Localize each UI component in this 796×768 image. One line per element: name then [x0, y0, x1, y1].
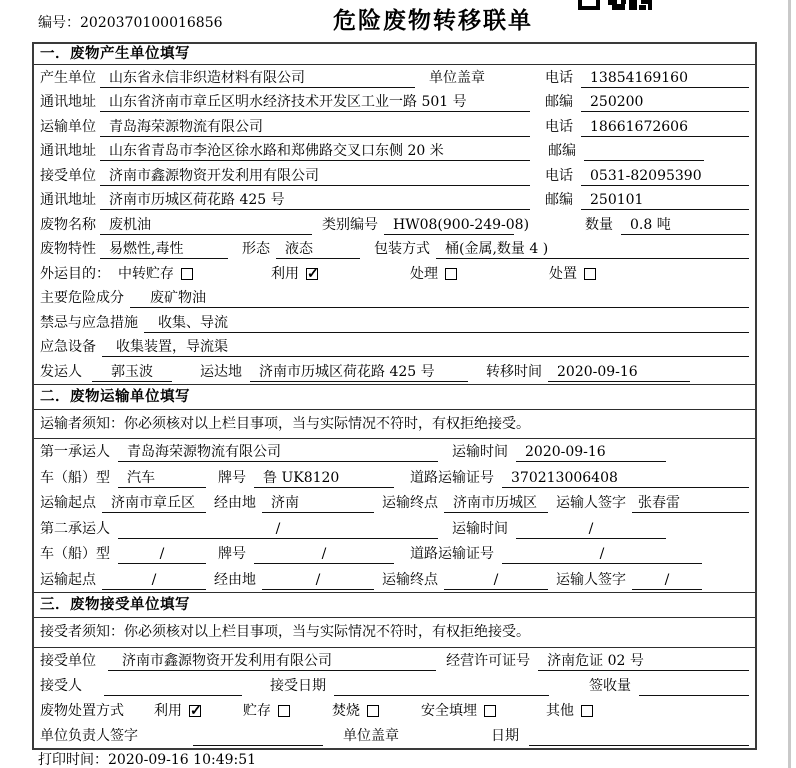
- package-label: 包装方式: [374, 241, 430, 257]
- accept-unit-value: 济南市鑫源物资开发利用有限公司: [108, 651, 436, 671]
- purpose-option: [549, 264, 596, 284]
- permit-label: 经营许可证号: [446, 652, 531, 669]
- row-transporter-address: [34, 139, 755, 164]
- form-label: 形态: [242, 241, 270, 257]
- section2-notice: 运输者须知：你必须核对以上栏目事项，当与实际情况不符时，有权拒绝接受。: [34, 410, 755, 439]
- first-carrier-label: 第一承运人: [40, 444, 110, 460]
- purpose-option: [118, 264, 193, 284]
- row-taboo: [34, 310, 755, 335]
- terminal-value: /: [444, 570, 548, 590]
- unit-seal-label: 单位盖章: [343, 727, 399, 744]
- permit-value: 济南危证 02 号: [538, 651, 749, 671]
- transport-time-value: /: [516, 519, 666, 539]
- via-value: /: [262, 570, 374, 590]
- transport-time-value: 2020-09-16: [516, 442, 666, 462]
- chief-signature-value: [193, 726, 323, 746]
- disposal-option: [546, 701, 593, 721]
- row-second-carrier: [34, 515, 755, 541]
- row-accept-person: [34, 673, 755, 698]
- page-title: 危险废物转移联单: [333, 7, 533, 34]
- row-vehicle-1: [34, 464, 755, 490]
- via-value: 济南: [262, 493, 374, 513]
- unit-seal-label: 单位盖章: [429, 69, 485, 86]
- vehicle-type-value: /: [118, 544, 206, 564]
- carrier-sign-label: 运输人签字: [556, 495, 626, 511]
- address-value: 山东省青岛市李沧区徐水路和郑佛路交叉口东侧 20 米: [100, 141, 530, 161]
- carrier-sign-value: 张春雷: [632, 493, 749, 513]
- row-waste-name: [34, 212, 755, 237]
- plate-value: /: [254, 544, 394, 564]
- vehicle-type-label: 车（船）型: [40, 469, 110, 486]
- transfer-time-value: 2020-09-16: [548, 362, 690, 382]
- disposal-option-label: 利用: [154, 702, 182, 719]
- checkbox-transfer-storage: [181, 268, 193, 280]
- quantity-value: 0.8 吨: [621, 215, 749, 235]
- row-equipment: [34, 335, 755, 360]
- postcode-label: 邮编: [548, 143, 576, 159]
- row-sender: [34, 359, 755, 384]
- plate-label: 牌号: [218, 546, 246, 562]
- sender-value: 郭玉波: [92, 362, 172, 382]
- purpose-option-label: 处置: [549, 265, 577, 282]
- row-purpose: [34, 261, 755, 286]
- disposal-option: [421, 701, 496, 721]
- road-license-value: 370213006408: [502, 468, 749, 488]
- waste-name-value: 废机油: [100, 215, 312, 235]
- road-license-value: /: [502, 544, 702, 564]
- destination-label: 运达地: [200, 363, 242, 380]
- second-carrier-label: 第二承运人: [40, 520, 110, 537]
- qr-code-fragment-icon: [578, 0, 652, 10]
- phone-label: 电话: [545, 118, 573, 135]
- transport-unit-value: 青岛海荣源物流有限公司: [100, 117, 530, 137]
- row-receive-unit: [34, 163, 755, 188]
- hazard-label: 主要危险成分: [40, 290, 124, 306]
- first-carrier-value: 青岛海荣源物流有限公司: [118, 442, 438, 462]
- sender-label: 发运人: [40, 363, 82, 380]
- phone-label: 电话: [545, 167, 573, 184]
- disposal-method-label: 废物处置方式: [40, 702, 124, 719]
- row-chief-signature: [34, 723, 755, 748]
- phone-label: 电话: [545, 69, 573, 86]
- receive-unit-value: 济南市鑫源物资开发利用有限公司: [100, 166, 530, 186]
- disposal-option: [243, 701, 290, 721]
- section3-title: 三．废物接受单位填写: [34, 592, 755, 618]
- disposal-option-label: 安全填埋: [421, 702, 477, 719]
- checkbox-other: [581, 705, 593, 717]
- accept-date-label: 接受日期: [270, 677, 326, 694]
- disposal-option-label: 其他: [546, 702, 574, 719]
- form-value: 液态: [276, 239, 360, 259]
- row-first-carrier: [34, 439, 755, 465]
- section2-title: 二．废物运输单位填写: [34, 384, 755, 410]
- carrier-sign-value: /: [632, 570, 702, 590]
- serial-value: 2020370100016856: [80, 15, 223, 31]
- waste-name-label: 废物名称: [40, 216, 96, 233]
- plate-label: 牌号: [218, 469, 246, 486]
- address-value: 山东省济南市章丘区明水经济技术开发区工业一路 501 号: [100, 92, 530, 112]
- print-time-label: 打印时间：: [38, 752, 108, 768]
- produce-unit-value: 山东省永信非织造材料有限公司: [100, 68, 415, 88]
- origin-value: /: [102, 570, 206, 590]
- transport-time-label: 运输时间: [452, 444, 508, 460]
- row-vehicle-2: [34, 541, 755, 567]
- hazard-value: 废矿物油: [130, 288, 749, 308]
- phone-value: 0531-82095390: [581, 166, 749, 186]
- taboo-value: 收集、导流: [144, 313, 749, 333]
- row-waste-character: [34, 237, 755, 262]
- signed-quantity-value: [639, 676, 749, 696]
- address-value: 济南市历城区荷花路 425 号: [100, 190, 530, 210]
- receiver-value: [104, 676, 242, 696]
- receive-unit-label: 接受单位: [40, 167, 96, 184]
- quantity-label: 数量: [585, 216, 613, 233]
- address-label: 通讯地址: [40, 192, 96, 208]
- checkbox-utilize: [189, 705, 201, 717]
- signed-quantity-label: 签收量: [589, 677, 631, 694]
- category-value: HW08(900-249-08): [384, 215, 514, 235]
- row-receiver-address: [34, 188, 755, 213]
- row-route-2: [34, 566, 755, 592]
- serial-number: [38, 12, 223, 32]
- purpose-option-label: 利用: [271, 265, 299, 282]
- vehicle-type-value: 汽车: [118, 468, 206, 488]
- row-hazard: [34, 286, 755, 311]
- row-producer-address: [34, 90, 755, 115]
- origin-label: 运输起点: [40, 495, 96, 511]
- terminal-value: 济南市历城区: [444, 493, 548, 513]
- row-route-1: [34, 490, 755, 516]
- checkbox-incinerate: [367, 705, 379, 717]
- equipment-label: 应急设备: [40, 339, 96, 355]
- print-time-value: 2020-09-16 10:49:51: [108, 752, 257, 768]
- purpose-option-label: 中转贮存: [118, 265, 174, 282]
- receiver-label: 接受人: [40, 677, 82, 694]
- section1-title: 一．废物产生单位填写: [34, 44, 755, 65]
- checkbox-utilize: [306, 268, 318, 280]
- checkbox-treat: [445, 268, 457, 280]
- postcode-label: 邮编: [545, 94, 573, 110]
- destination-value: 济南市历城区荷花路 425 号: [250, 362, 468, 382]
- phone-value: 18661672606: [581, 117, 749, 137]
- purpose-option-label: 处理: [410, 265, 438, 282]
- character-value: 易燃性,毒性: [100, 239, 228, 259]
- accept-date-value: [334, 676, 549, 696]
- date-label: 日期: [491, 727, 519, 744]
- road-license-label: 道路运输证号: [410, 546, 494, 562]
- chief-signature-label: 单位负责人签字: [40, 727, 138, 744]
- origin-label: 运输起点: [40, 571, 96, 588]
- purpose-option: [271, 264, 318, 284]
- serial-label: 编号：: [38, 15, 80, 31]
- equipment-value: 收集装置，导流渠: [102, 337, 749, 357]
- via-label: 经由地: [214, 571, 256, 588]
- checkbox-landfill: [484, 705, 496, 717]
- terminal-label: 运输终点: [382, 495, 438, 511]
- plate-value: 鲁 UK8120: [254, 468, 394, 488]
- purpose-option: [410, 264, 457, 284]
- transport-unit-label: 运输单位: [40, 118, 96, 135]
- transport-time-label: 运输时间: [452, 520, 508, 537]
- second-carrier-value: /: [118, 519, 438, 539]
- postcode-value: [584, 141, 704, 161]
- origin-value: 济南市章丘区: [102, 493, 206, 513]
- postcode-value: 250200: [581, 92, 749, 112]
- row-produce-unit: [34, 65, 755, 90]
- disposal-option-label: 贮存: [243, 702, 271, 719]
- terminal-label: 运输终点: [382, 571, 438, 588]
- taboo-label: 禁忌与应急措施: [40, 314, 138, 331]
- date-value: [529, 726, 749, 746]
- manifest-table: [32, 42, 757, 750]
- postcode-value: 250101: [581, 190, 749, 210]
- character-label: 废物特性: [40, 241, 96, 257]
- disposal-option-label: 焚烧: [332, 702, 360, 719]
- disposal-option: [154, 701, 201, 721]
- section3-notice: 接受者须知：你必须核对以上栏目事项，当与实际情况不符时，有权拒绝接受。: [34, 618, 755, 648]
- row-disposal-method: [34, 698, 755, 723]
- address-label: 通讯地址: [40, 143, 96, 159]
- vehicle-type-label: 车（船）型: [40, 546, 110, 562]
- carrier-sign-label: 运输人签字: [556, 571, 626, 588]
- via-label: 经由地: [214, 495, 256, 511]
- print-time: [38, 749, 256, 768]
- produce-unit-label: 产生单位: [40, 69, 96, 86]
- accept-unit-label: 接受单位: [40, 652, 96, 669]
- checkbox-dispose: [584, 268, 596, 280]
- postcode-label: 邮编: [545, 192, 573, 208]
- transfer-time-label: 转移时间: [486, 363, 542, 380]
- row-transport-unit: [34, 114, 755, 139]
- road-license-label: 道路运输证号: [410, 469, 494, 486]
- category-label: 类别编号: [322, 216, 378, 233]
- purpose-label: 外运目的：: [40, 265, 110, 282]
- address-label: 通讯地址: [40, 94, 96, 110]
- page-right-edge: [788, 0, 791, 768]
- checkbox-store: [278, 705, 290, 717]
- disposal-option: [332, 701, 379, 721]
- package-value: 桶(金属,数量 4 ): [436, 239, 749, 259]
- phone-value: 13854169160: [581, 68, 749, 88]
- row-accept-unit: [34, 648, 755, 673]
